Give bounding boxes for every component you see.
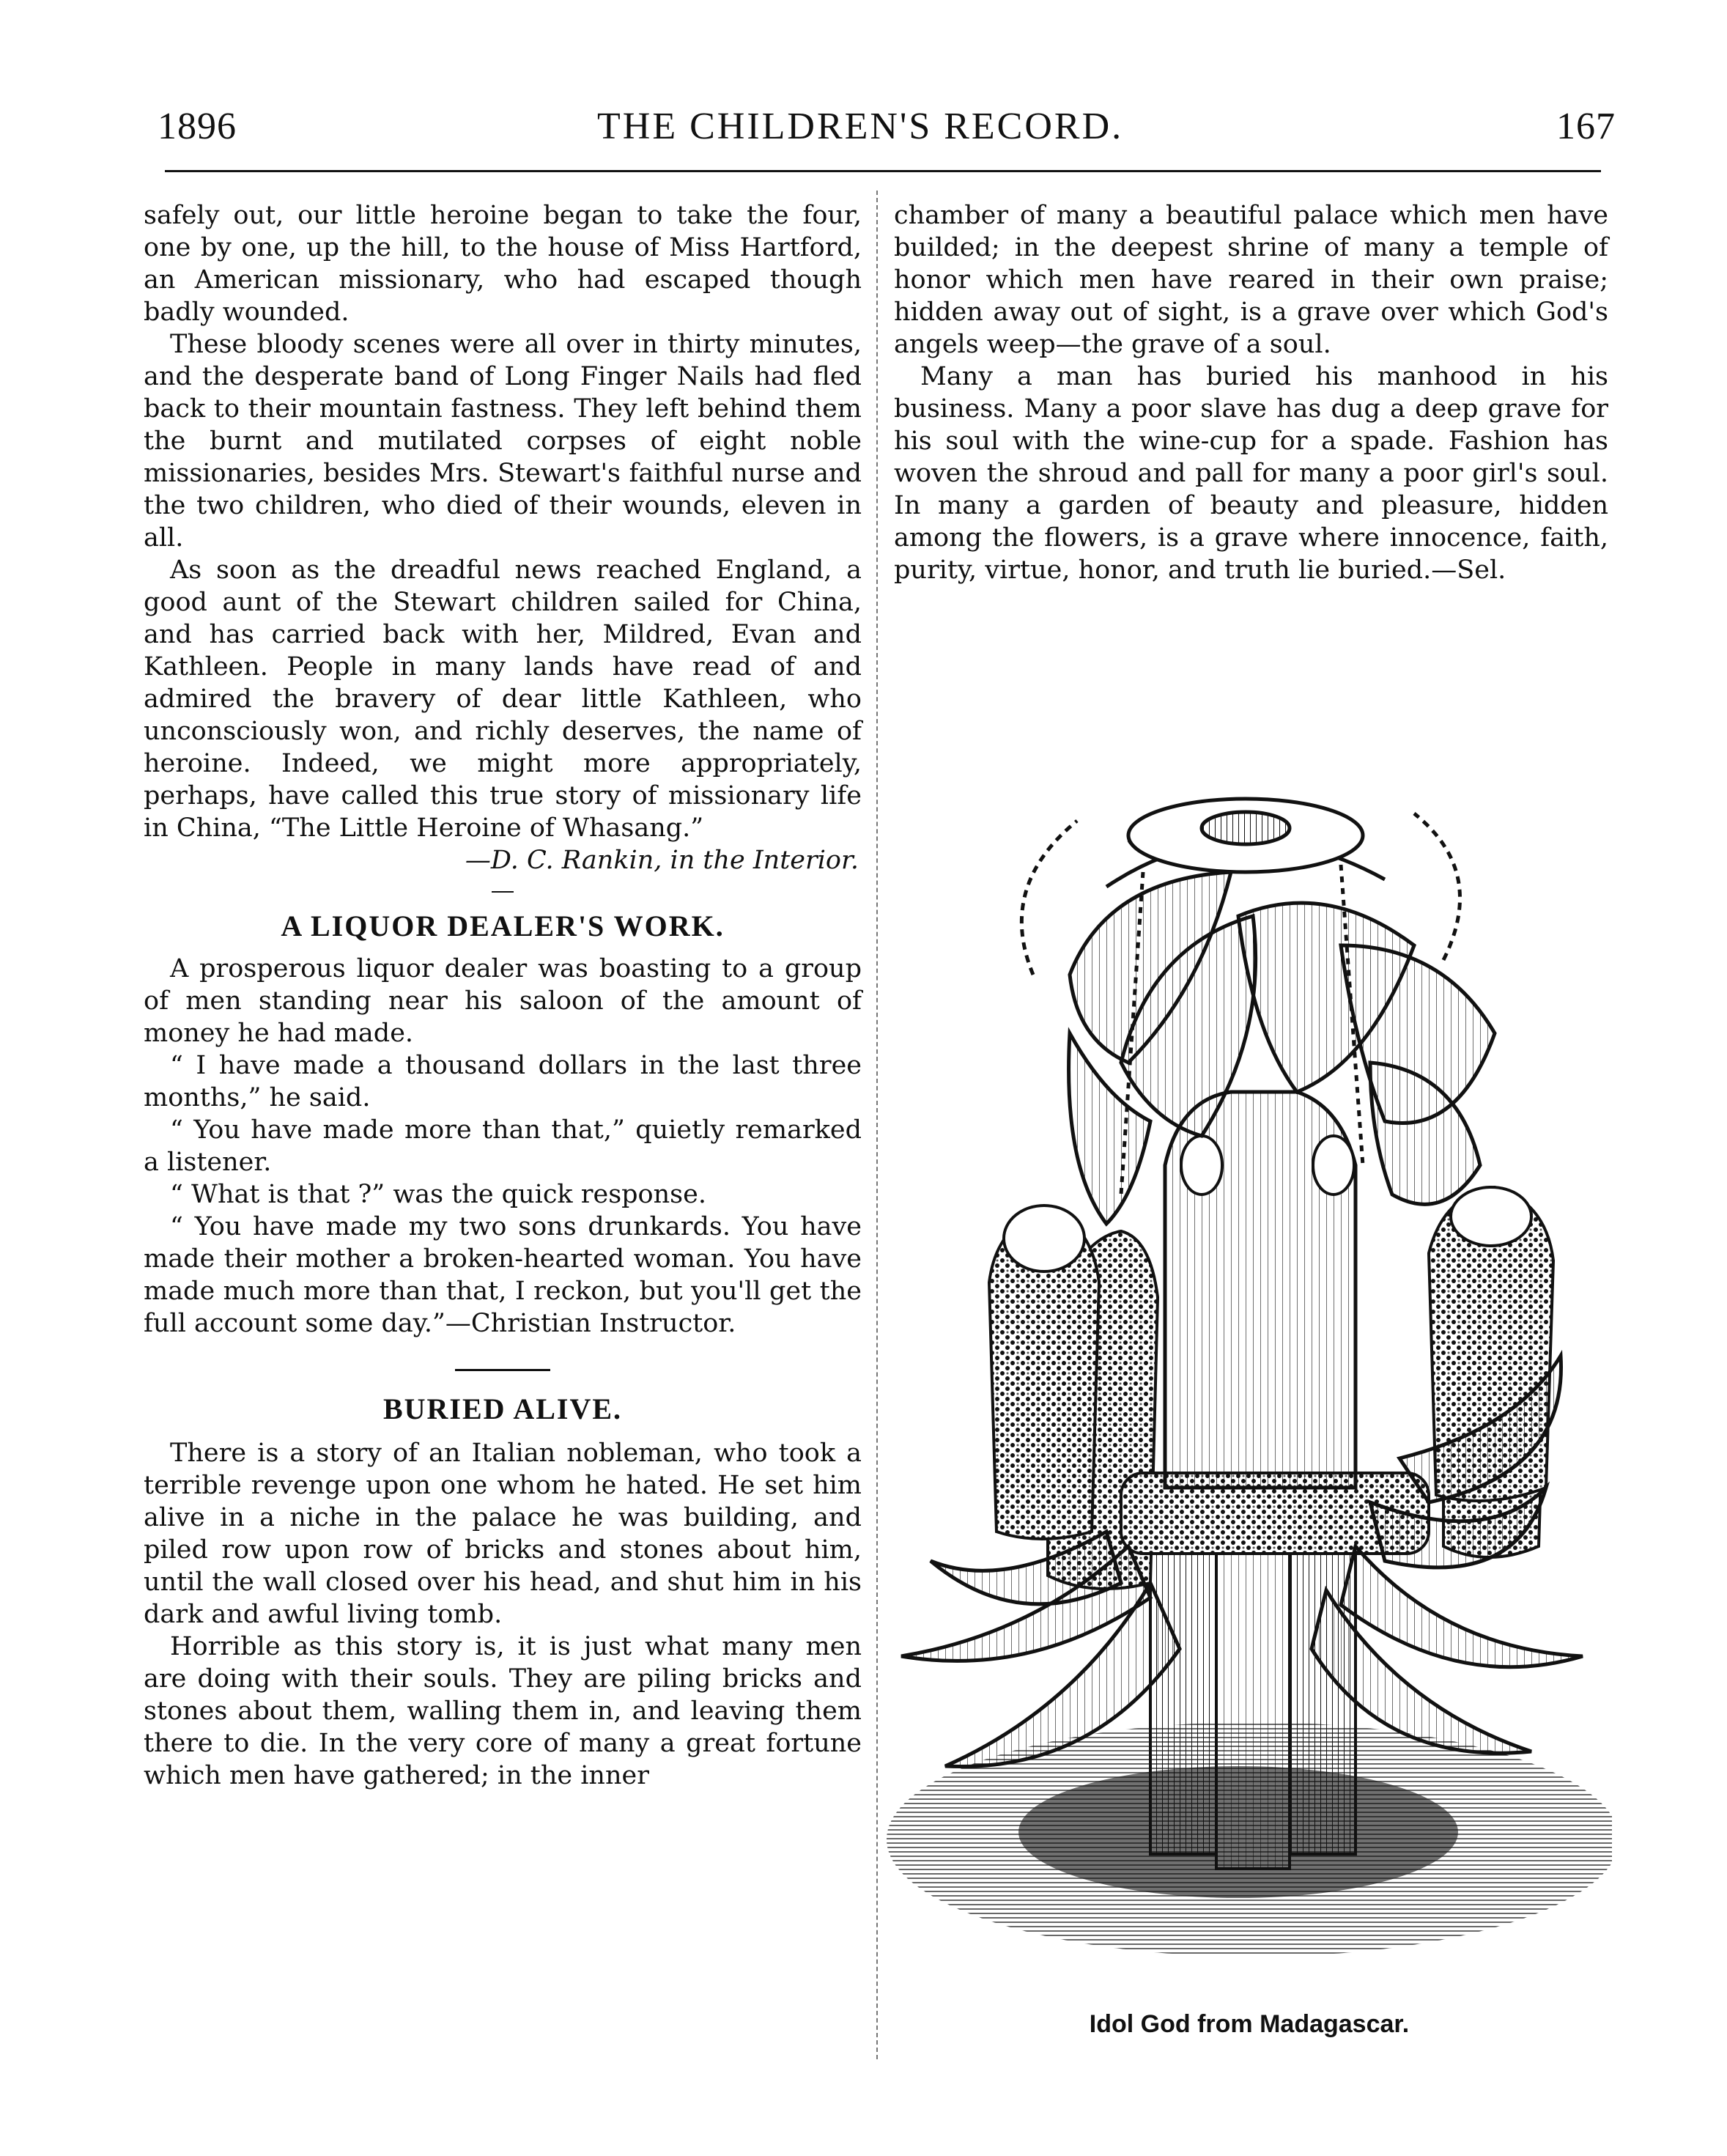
buried-paragraph: Many a man has buried his manhood in his business. Many a poor slave has dug a deep grave for his soul with the wine-cup for a spade. Fashion has woven the shroud and pall for many a poor girl's soul. In many a garden of beauty and pleasure, hidden among the flowers, is a grave where innocence, faith, purity, virtue, honor, and truth lie buried.—Sel. — [894, 362, 1608, 585]
figure-caption: Idol God from Madagascar. — [1089, 2010, 1410, 2038]
story-paragraph: These bloody scenes were all over in thirty minutes, and the desperate band of Long Finger Nails had fled back to their mountain fastness. They left behind them the burnt and mutilated corpses of eight noble missionaries, besides Mrs. Stewart's faithful nurse and the two children, who died of their wounds, eleven in all. — [144, 330, 862, 553]
buried-paragraph: chamber of many a beautiful palace which men have builded; in the deepest shrine of many a temple of honor which men have reared in their own praise; hidden away out of sight, is a grave over which God's angels weep—the grave of a soul. — [894, 201, 1608, 359]
liquor-paragraph: “ You have made more than that,” quietly remarked a listener. — [144, 1115, 862, 1177]
header-rule — [165, 170, 1601, 172]
story-paragraph: safely out, our little heroine began to take the four, one by one, up the hill, to the house of Miss Hartford, an American missionary, who had escaped though badly wounded. — [144, 201, 862, 327]
header-title: THE CHILDREN'S RECORD. — [597, 106, 1124, 147]
liquor-paragraph: “ I have made a thousand dollars in the last three months,” he said. — [144, 1051, 862, 1112]
column-divider — [876, 191, 878, 2059]
left-column — [144, 199, 862, 1792]
right-column — [894, 199, 1608, 586]
section-heading-liquor: A LIQUOR DEALER'S WORK. — [281, 909, 725, 942]
liquor-paragraph: “ You have made my two sons drunkards. You have made their mother a broken-hearted woman. You have made much more than that, I reckon, but you'll get the full account some day.”—Christian Instructor. — [144, 1212, 862, 1338]
header-year: 1896 — [158, 106, 237, 147]
liquor-paragraph: “ What is that ?” was the quick response. — [170, 1180, 706, 1209]
idol-pillars — [1150, 1532, 1356, 1869]
page-header — [158, 101, 1616, 152]
section-heading-buried: BURIED ALIVE. — [382, 1392, 623, 1425]
liquor-paragraph: A prosperous liquor dealer was boasting to a group of men standing near his saloon of the amount of money he had made. — [144, 954, 862, 1048]
buried-paragraph: Horrible as this story is, it is just what many men are doing with their souls. They are piling bricks and stones about them, walling them in, and leaving them there to die. In the very core of many a great fortune which men have gathered; in the inner — [144, 1632, 862, 1790]
idol-illustration — [887, 755, 1612, 2030]
story-attribution: —D. C. Rankin, in the Interior. — [465, 846, 859, 875]
story-paragraph: As soon as the dreadful news reached England, a good aunt of the Stewart children sailed for China, and has carried back with her, Mildred, Evan and Kathleen. People in many lands have read of and admired the bravery of dear little Kathleen, who unconsciously won, and richly deserves, the name of heroine. Indeed, we might more appropriately, perhaps, have called this true story of missionary life in China, “The Little Heroine of Whasang.” — [144, 555, 862, 843]
buried-paragraph: There is a story of an Italian nobleman, who took a terrible revenge upon one whom he hated. He set him alive in a niche in the palace he was building, and piled row upon row of bricks and stones about him, until the wall closed over his head, and shut him in his dark and awful living tomb. — [144, 1439, 862, 1629]
header-page-number: 167 — [1556, 106, 1616, 147]
